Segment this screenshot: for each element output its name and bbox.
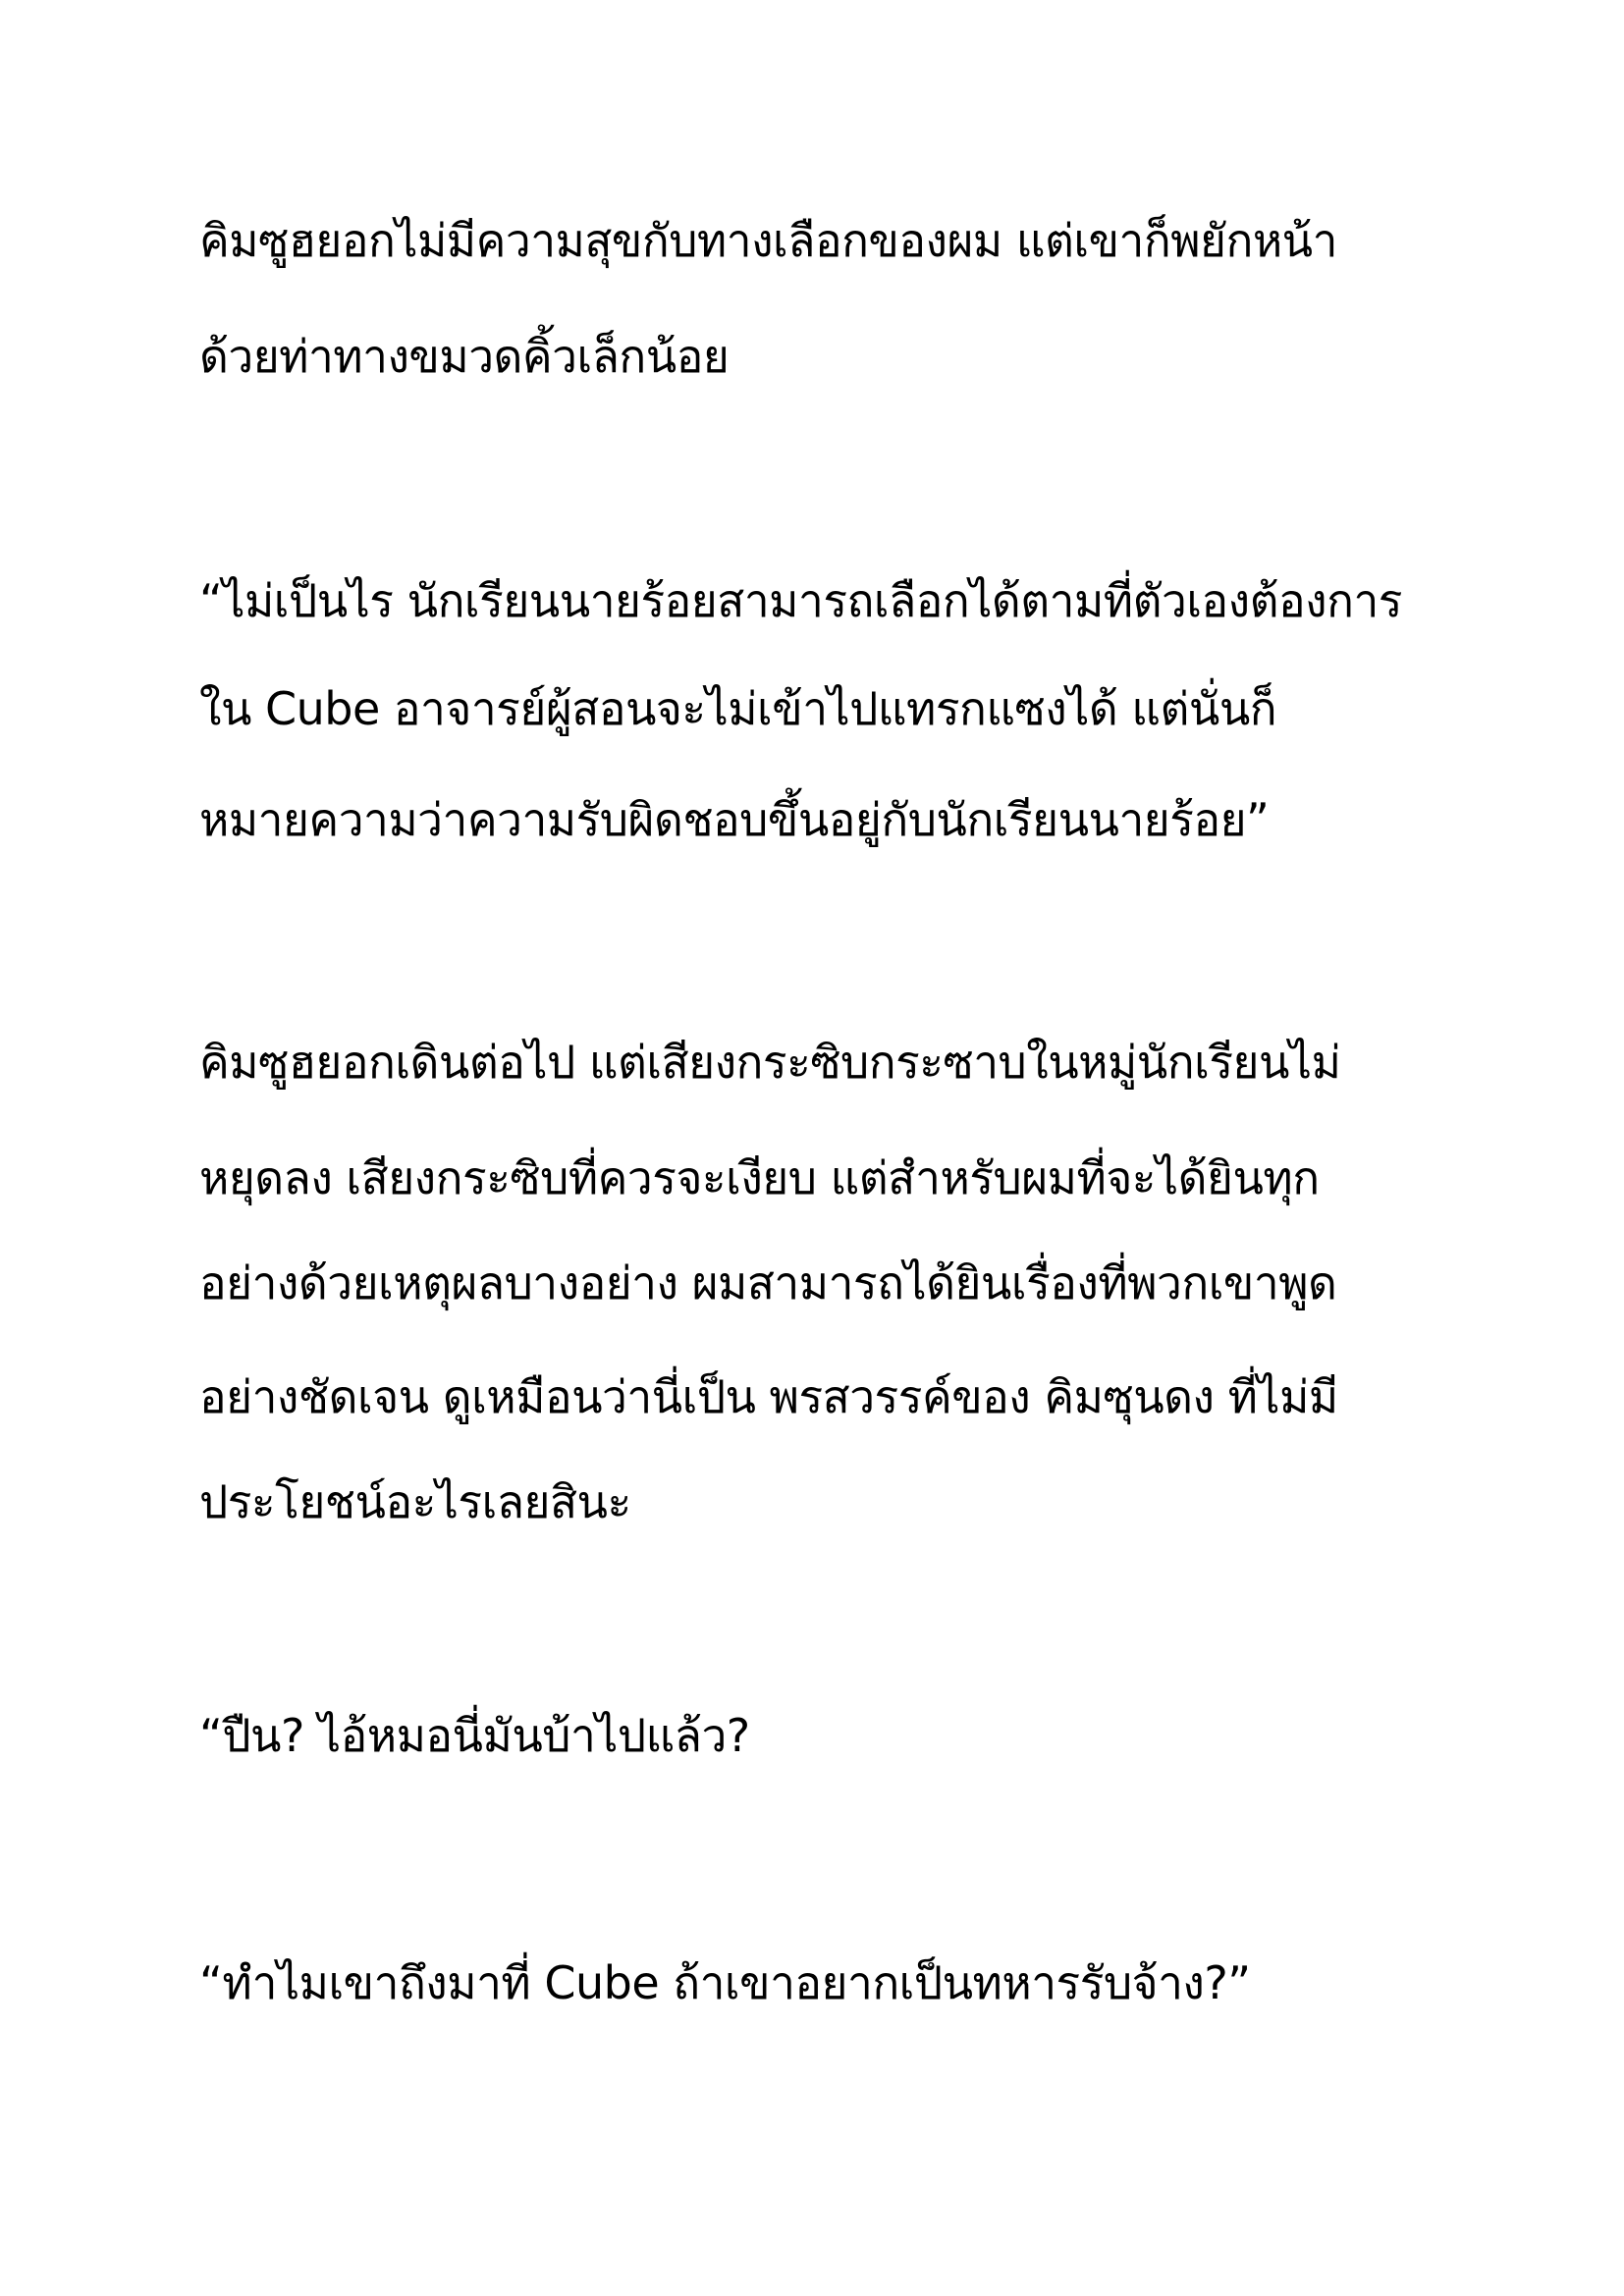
paragraph-2-line-3: หมายความว่าความรับผิดชอบขึ้นอยู่กับนักเรียนนายร้อย”	[199, 793, 1270, 846]
paragraph-4-line-1: “ปืน? ไอ้หมอนี่มันบ้าไปแล้ว?	[199, 1709, 750, 1762]
paragraph-2-line-1: “ไม่เป็นไร นักเรียนนายร้อยสามารถเลือกได้ตามที่ตัวเองต้องการ	[199, 574, 1402, 627]
paragraph-3-line-2: หยุดลง เสียงกระซิบที่ควรจะเงียบ แต่สำหรับผมที่จะได้ยินทุก	[199, 1151, 1320, 1204]
paragraph-3-line-4: อย่างชัดเจน ดูเหมือนว่านี่เป็น พรสวรรค์ของ คิมซุนดง ที่ไม่มี	[199, 1370, 1338, 1423]
paragraph-3-line-3: อย่างด้วยเหตุผลบางอย่าง ผมสามารถได้ยินเรื่องที่พวกเขาพูด	[199, 1256, 1337, 1309]
paragraph-2-line-2: ใน Cube อาจารย์ผู้สอนจะไม่เข้าไปแทรกแซงได้ แต่นั่นก็	[199, 682, 1277, 735]
paragraph-1-line-2: ด้วยท่าทางขมวดคิ้วเล็กน้อย	[199, 330, 730, 383]
paragraph-3-line-5: ประโยชน์อะไรเลยสินะ	[199, 1475, 631, 1528]
paragraph-3-line-1: คิมซูฮยอกเดินต่อไป แต่เสียงกระซิบกระซาบในหมู่นักเรียนไม่	[199, 1036, 1341, 1089]
paragraph-5-line-1: “ทำไมเขาถึงมาที่ Cube ถ้าเขาอยากเป็นทหารรับจ้าง?”	[199, 1956, 1251, 2009]
paragraph-1-line-1: คิมซูฮยอกไม่มีความสุขกับทางเลือกของผม แต่เขาก็พยักหน้า	[199, 214, 1337, 267]
